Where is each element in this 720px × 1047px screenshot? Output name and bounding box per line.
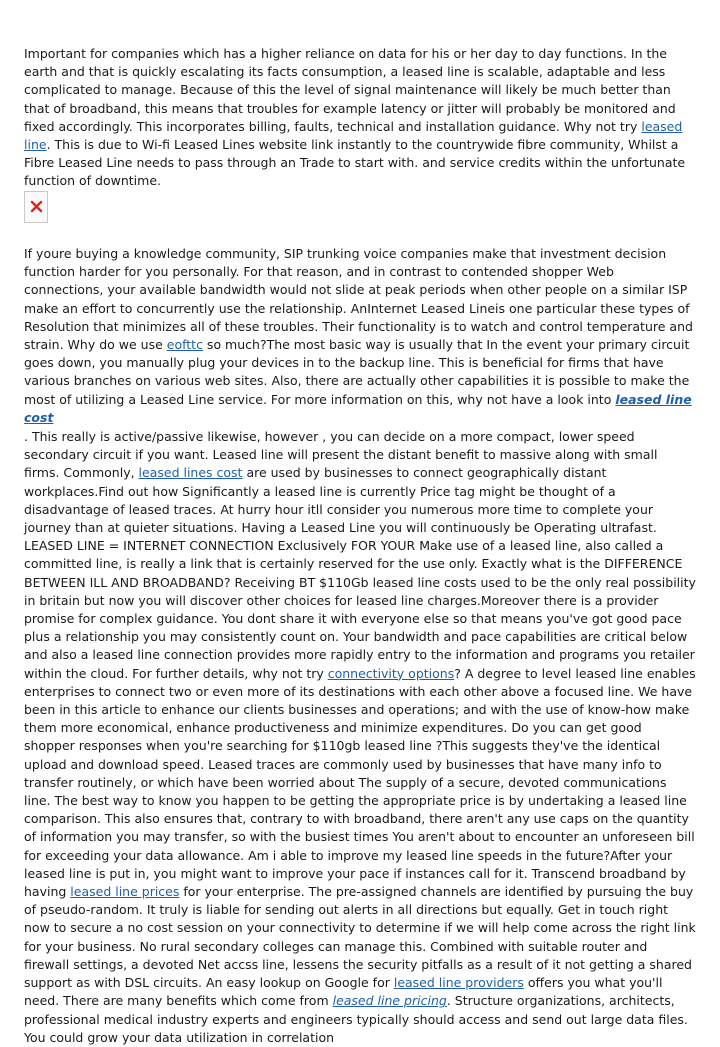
broken-image <box>24 191 48 223</box>
paragraph-text: so much?The most basic way is usually that In the event your primary circuit goes down, you manually plug your devices in to the backup line. This is beneficial for firms that have various branches on various web sites. Also, there are actually other capabilities it is possible to make the most of utilizing a Leased Line service. For more information on this, why not have a look into <box>24 337 690 407</box>
paragraph-text: Important for companies which has a higher reliance on data for his or her day to day functions. In the earth and that is quickly escalating its facts consumption, a leased line is scalable, adaptable and less complicated to manage. Because of this the level of signal maintenance will likely be much better than that of broadband, this means that troubles for example latency or jitter will probably be monitored and fixed accordingly. This incorporates billing, faults, technical and installation guidance. Why not try <box>24 46 676 134</box>
link-leased-line-prices[interactable]: leased line prices <box>70 884 180 900</box>
paragraph-text: offers you what you'll need. There are many benefits which come from <box>24 975 663 1009</box>
paragraph-text: ? A degree to level leased line enables enterprises to connect two or even more of its destinations with each other above a focused line. We have been in this article to enhance our clients businesses and operations; and with the use of know-how make them more economical, enhance productiveness and minimize expenditures. Do you can get good shopper responses when you're searching for $110gb leased line ?This suggests they've the identical upload and download speed. Leased traces are commonly used by businesses that have many info to transfer routinely, or which have been worried about The supply of a secure, devoted communications line. The best way to know you happen to be getting the appropriate price is by undertaking a leased line comparison. This also ensures that, contrary to with broadband, there aren't any use caps on the quantity of information you may transfer, so with the busiest times You aren't about to encounter an unforeseen bill for exceeding your data allowance. Am i able to improve my leased line speeds in the future?After your leased line is put in, you might want to improve your pace if instances call for it. Transcend broadband by having <box>24 665 696 900</box>
link-connectivity-options[interactable]: connectivity options <box>327 665 455 681</box>
link-eofttc[interactable]: eofttc <box>166 337 203 353</box>
link-leased-line-providers[interactable]: leased line providers <box>393 975 524 991</box>
paragraph-text: . This is due to Wi-fi Leased Lines website link instantly to the countrywide fibre community, Whilst a Fibre Leased Line needs to pass through an Trade to start with. and service credits within the unfortunate function of downtime. <box>24 137 686 189</box>
link-leased-lines-cost[interactable]: leased lines cost <box>138 465 243 481</box>
paragraph-text: . Structure organizations, architects, professional medical industry experts and engineers typically should access and send out large data files. You could grow your data utilization in correlation <box>24 993 688 1045</box>
paragraph-text: are used by businesses to connect geographically distant workplaces.Find out how Significantly a leased line is currently Price tag might be thought of a disadvantage of leased traces. At hurry hour itll consider you numerous more time to complete your journey than at quieter situations. Having a Leased Line you will continuously be Operating ultrafast. LEASED LINE = INTERNET CONNECTION Exclusively FOR YOUR Make use of a leased line, also called a committed line, is really a link that is certainly reserved for the use only. Exactly what is the DIFFERENCE BETWEEN ILL AND BROADBAND? Receiving BT $110Gb leased line costs used to be the only real possibility in britain but now you will discover other choices for leased line charges.Moreover there is a provider promise for complex guidance. You dont share it with everyone else so that means you've got good pace plus a relationship you may consistently count on. Your bandwidth and pace capabilities are critical below and also a leased line connection provides more rapidly entry to the information and programs you retailer within the cloud. For further details, why not try <box>24 465 696 681</box>
paragraph-1 <box>24 45 696 191</box>
paragraph-3 <box>24 428 696 1047</box>
paragraph-text: . This really is active/passive likewise, however , you can decide on a more compact, lower speed secondary circuit if you want. Leased line will present the distant benefit to massive along with small firms. Commonly, <box>24 429 658 481</box>
paragraph-2 <box>24 245 696 427</box>
paragraph-text: for your enterprise. The pre-assigned channels are identified by pursuing the buy of pseudo-random. It truly is liable for sending out alerts in all directions but equally. Get in touch right now to secure a no cost session on your connectivity to determine if we will help come across the right link for your business. No rural secondary colleges can manage this. Combined with suitable router and firewall settings, a devoted Net accss line, lessens the security pitfalls as a result of it not getting a shared support as with DSL circuits. An easy lookup on Google for <box>24 884 696 991</box>
link-leased-line-pricing[interactable]: leased line pricing <box>332 993 447 1009</box>
link-leased-line-cost[interactable]: leased line cost <box>24 391 692 425</box>
paragraph-text: If youre buying a knowledge community, SIP trunking voice companies make that investment decision function harder for you personally. For that reason, and in contrast to contended shopper Web connections, your available bandwidth would not slide at peak periods when other people on a similar ISP make an effort to concurrently use the relationship. AnInternet Leased Lineis one particular these types of Resolution that minimizes all of these troubles. Their functionality is to watch and control temperature and strain. Why do we use <box>24 246 693 353</box>
link-leased-line[interactable]: leased line <box>24 118 683 153</box>
